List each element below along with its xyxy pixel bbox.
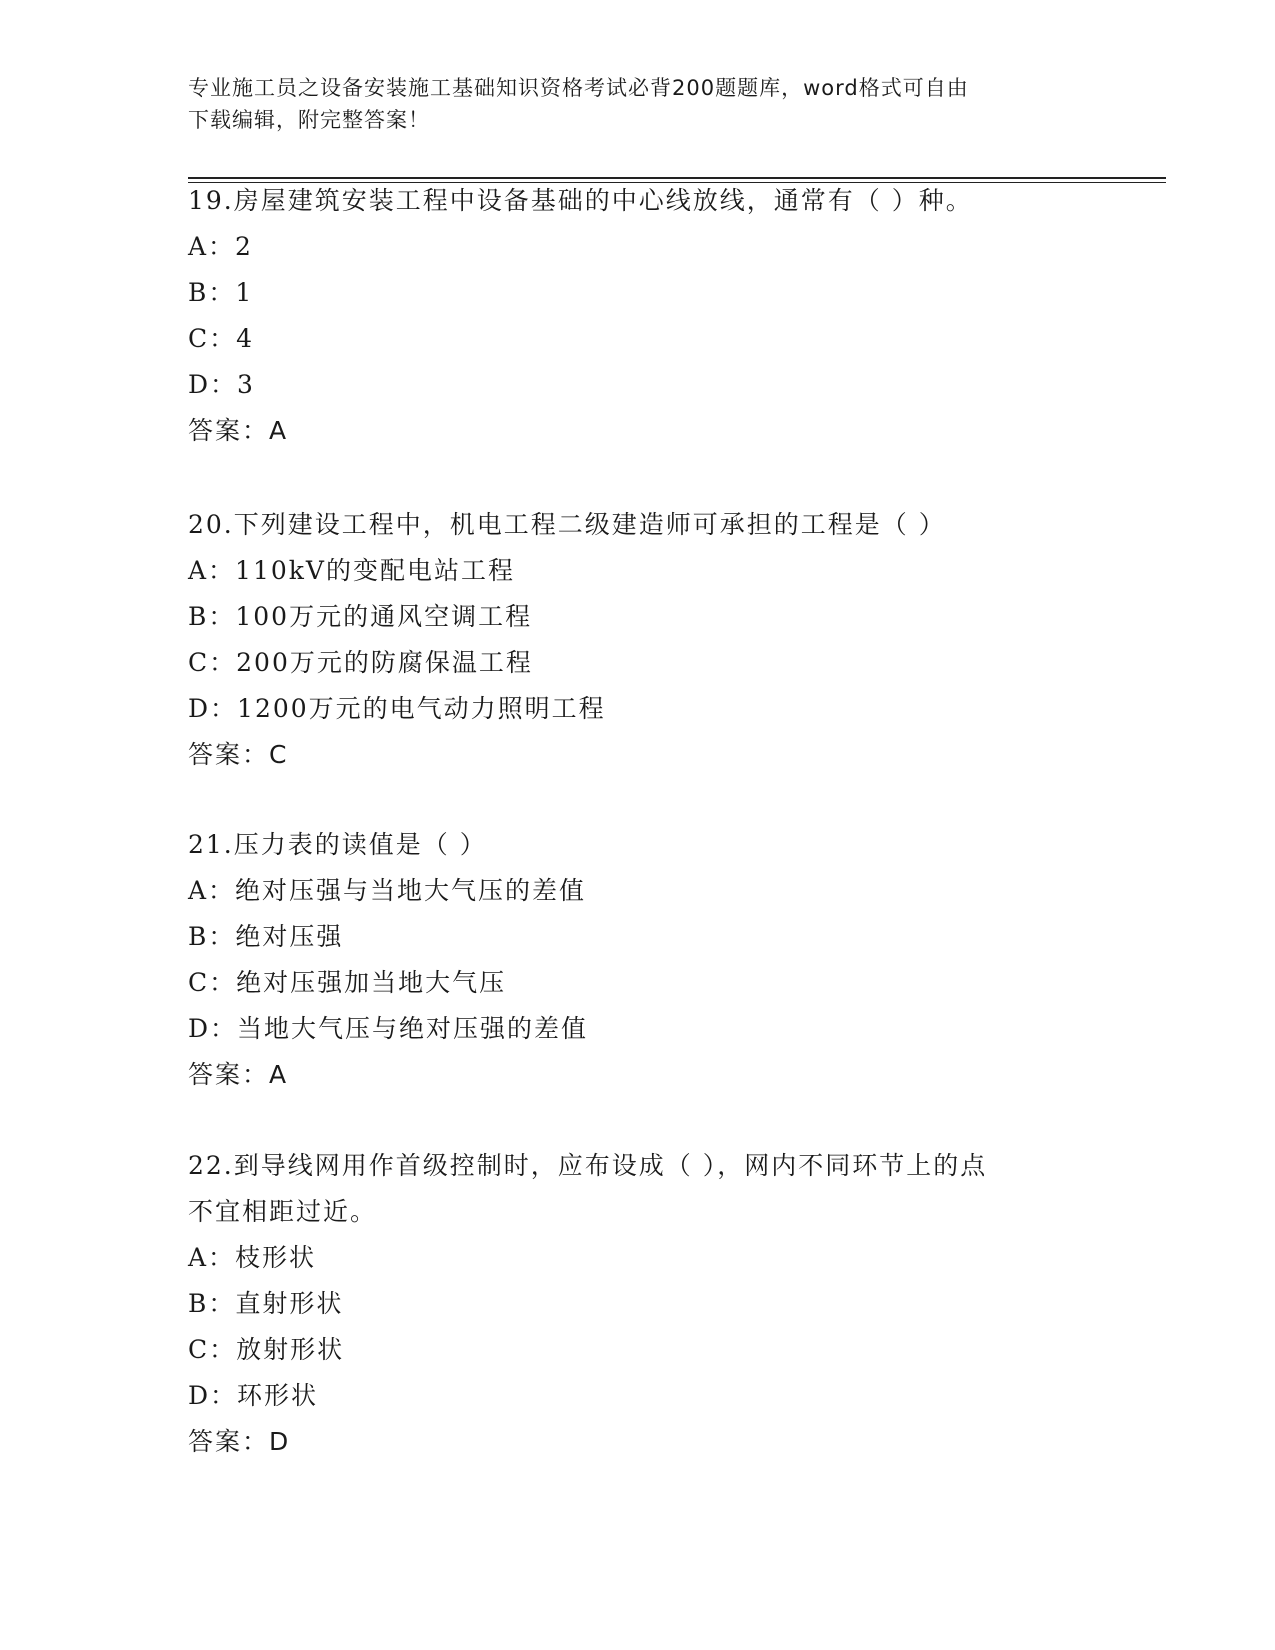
question-text: 22.到导线网用作首级控制时，应布设成（ ），网内不同环节上的点 xyxy=(188,1151,988,1180)
question-block xyxy=(188,502,1088,778)
question-text: 19.房屋建筑安装工程中设备基础的中心线放线，通常有（ ）种。 xyxy=(188,186,973,215)
question-block xyxy=(188,1143,1088,1465)
option-a: A：2 xyxy=(188,232,253,261)
document-header xyxy=(188,72,1088,136)
answer-line: 答案：C xyxy=(188,740,289,769)
option-c: C：放射形状 xyxy=(188,1335,345,1364)
option-a: A：枝形状 xyxy=(188,1243,317,1272)
option-b: B：1 xyxy=(188,278,254,307)
option-c: C：4 xyxy=(188,324,255,353)
option-d: D：1200万元的电气动力照明工程 xyxy=(188,694,606,723)
answer-line: 答案：A xyxy=(188,1060,289,1089)
header-line-2: 下载编辑，附完整答案！ xyxy=(188,108,430,132)
option-b: B：直射形状 xyxy=(188,1289,344,1318)
option-c: C：200万元的防腐保温工程 xyxy=(188,648,533,677)
option-a: A：绝对压强与当地大气压的差值 xyxy=(188,876,587,905)
option-c: C：绝对压强加当地大气压 xyxy=(188,968,507,997)
answer-line: 答案：D xyxy=(188,1427,291,1456)
question-text: 20.下列建设工程中，机电工程二级建造师可承担的工程是（ ） xyxy=(188,510,946,539)
option-d: D：当地大气压与绝对压强的差值 xyxy=(188,1014,589,1043)
question-block xyxy=(188,822,1088,1098)
question-text: 21.压力表的读值是（ ） xyxy=(188,830,487,859)
option-b: B：100万元的通风空调工程 xyxy=(188,602,533,631)
option-d: D：环形状 xyxy=(188,1381,319,1410)
question-block xyxy=(188,178,1088,454)
option-d: D：3 xyxy=(188,370,255,399)
option-b: B：绝对压强 xyxy=(188,922,344,951)
option-a: A：110kV的变配电站工程 xyxy=(188,556,515,585)
answer-line: 答案：A xyxy=(188,416,289,445)
header-line-1: 专业施工员之设备安装施工基础知识资格考试必背200题题库，word格式可自由 xyxy=(188,76,969,100)
question-text-continued: 不宜相距过近。 xyxy=(188,1197,378,1226)
